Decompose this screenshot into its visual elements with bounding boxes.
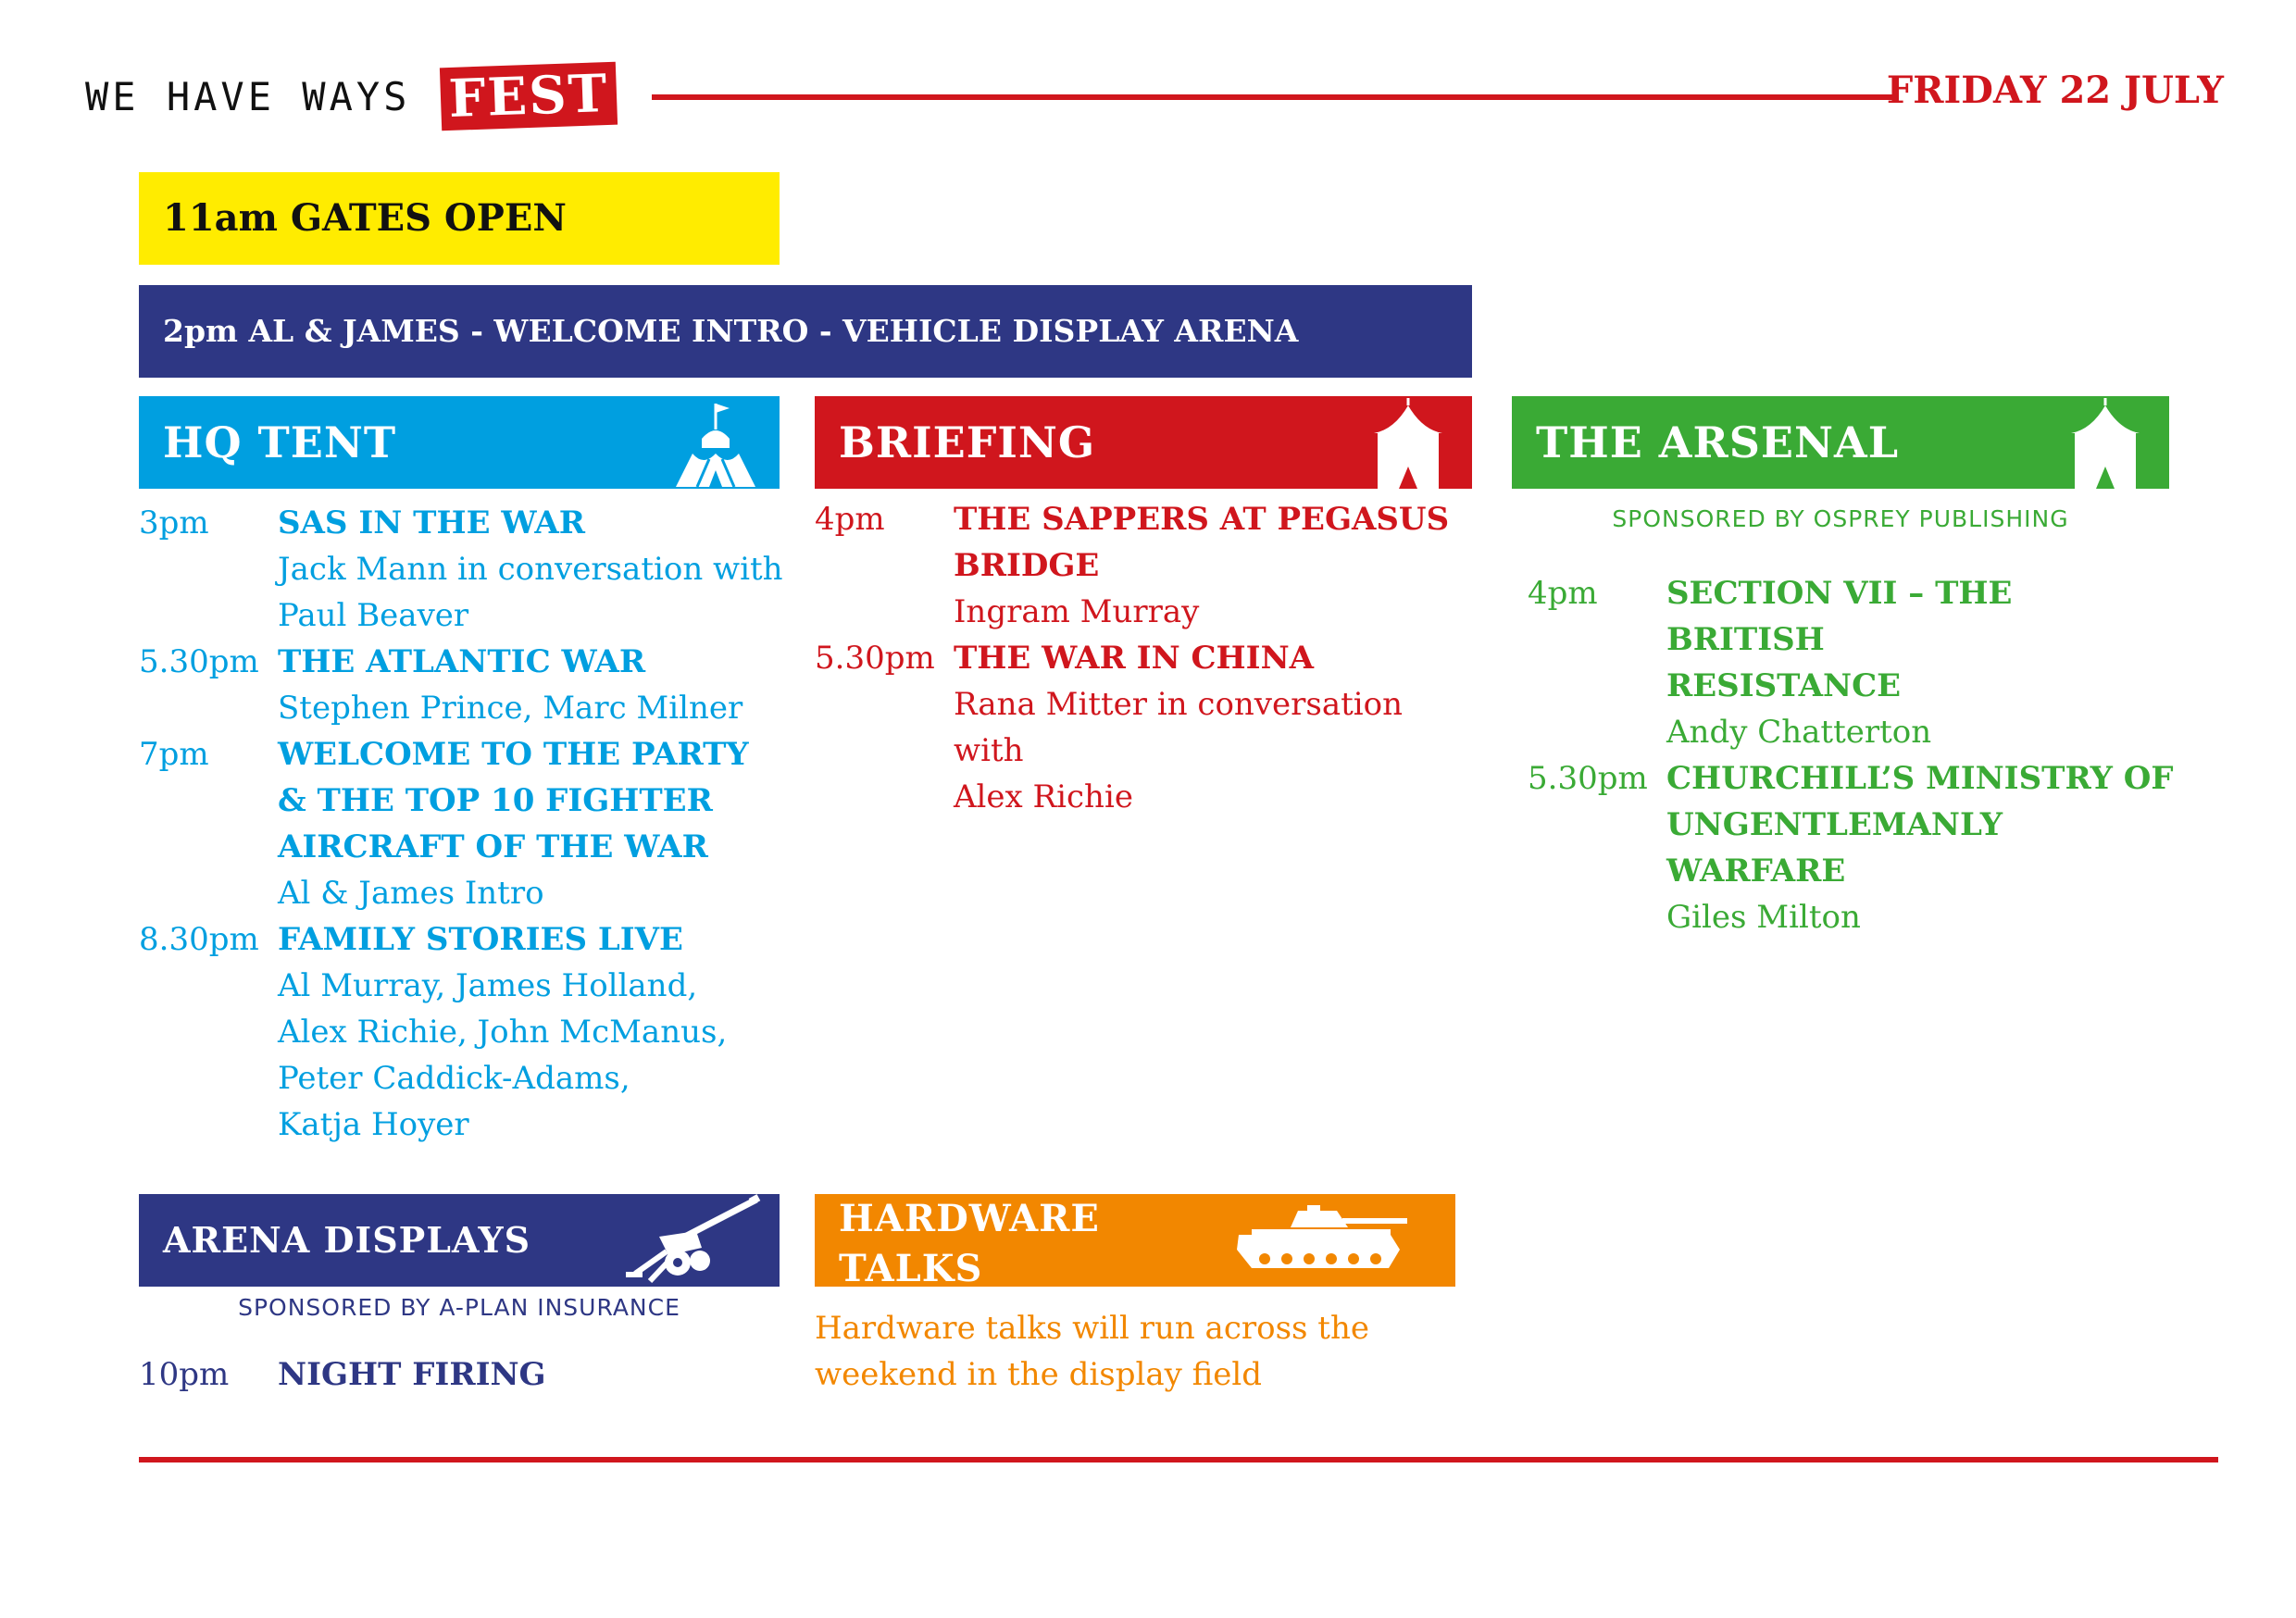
venue-name: HQ TENT bbox=[163, 417, 397, 467]
entry-title: THE WAR IN CHINA bbox=[954, 640, 1315, 677]
entry-title: CHURCHILL’S MINISTRY OF bbox=[1666, 760, 2174, 797]
schedule-entry bbox=[139, 639, 787, 731]
entry-time: 10pm bbox=[139, 1356, 230, 1393]
entry-speakers: Peter Caddick-Adams, bbox=[278, 1060, 630, 1097]
briefing-schedule bbox=[815, 496, 1472, 820]
venue-header-hq-tent bbox=[139, 396, 780, 489]
arsenal-sponsor: SPONSORED BY OSPREY PUBLISHING bbox=[1612, 505, 2069, 532]
note-line: Hardware talks will run across the bbox=[815, 1310, 1369, 1347]
entry-speakers: Alex Richie bbox=[954, 778, 1133, 815]
entry-time: 4pm bbox=[815, 501, 885, 538]
entry-speakers: Giles Milton bbox=[1666, 899, 1861, 936]
tent-icon bbox=[1357, 396, 1459, 489]
fest-logo-stamp: FEST bbox=[440, 62, 618, 131]
entry-title: NIGHT FIRING bbox=[278, 1356, 546, 1393]
entry-speakers: Rana Mitter in conversation with bbox=[954, 686, 1404, 769]
entry-time: 8.30pm bbox=[139, 921, 259, 958]
entry-speakers: Jack Mann in conversation with bbox=[278, 551, 783, 588]
venue-name: ARENA DISPLAYS bbox=[163, 1219, 531, 1261]
venue-name-line1: HARDWARE bbox=[839, 1197, 1100, 1240]
venue-name: BRIEFING bbox=[839, 417, 1096, 467]
entry-title: THE ATLANTIC WAR bbox=[278, 643, 646, 680]
welcome-intro-banner: 2pm AL & JAMES - WELCOME INTRO - VEHICLE DISPLAY ARENA bbox=[139, 285, 1472, 378]
circus-tent-icon bbox=[665, 396, 767, 489]
entry-time: 5.30pm bbox=[139, 643, 259, 680]
entry-speakers: Ingram Murray bbox=[954, 593, 1200, 630]
tent-icon bbox=[2054, 396, 2156, 489]
entry-time: 5.30pm bbox=[1528, 760, 1648, 797]
venue-header-arena-displays bbox=[139, 1194, 780, 1287]
entry-time: 3pm bbox=[139, 504, 209, 541]
schedule-entry bbox=[815, 635, 1472, 820]
arena-sponsor: SPONSORED BY A-PLAN INSURANCE bbox=[238, 1294, 680, 1321]
entry-speakers: Paul Beaver bbox=[278, 597, 469, 634]
entry-time: 7pm bbox=[139, 736, 209, 773]
entry-title: FAMILY STORIES LIVE bbox=[278, 921, 683, 958]
schedule-entry bbox=[1528, 570, 2176, 755]
hq-tent-schedule bbox=[139, 500, 787, 1148]
entry-speakers: Stephen Prince, Marc Milner bbox=[278, 690, 743, 727]
entry-time: 4pm bbox=[1528, 575, 1598, 612]
entry-title: SECTION VII – THE BRITISH bbox=[1666, 575, 2013, 658]
entry-title: & THE TOP 10 FIGHTER bbox=[278, 782, 713, 819]
brand-name: WE HAVE WAYS bbox=[85, 74, 411, 119]
schedule-entry bbox=[139, 500, 787, 639]
entry-title: UNGENTLEMANLY WARFARE bbox=[1666, 806, 2003, 890]
venue-header-hardware-talks bbox=[815, 1194, 1455, 1290]
entry-title: WELCOME TO THE PARTY bbox=[278, 736, 749, 773]
entry-time: 5.30pm bbox=[815, 640, 935, 677]
tank-icon bbox=[1233, 1201, 1409, 1279]
note-line: weekend in the display field bbox=[815, 1356, 1263, 1393]
entry-speakers: Alex Richie, John McManus, bbox=[278, 1014, 728, 1051]
venue-header-briefing bbox=[815, 396, 1472, 489]
entry-title: SAS IN THE WAR bbox=[278, 504, 585, 541]
venue-header-the-arsenal bbox=[1512, 396, 2169, 489]
schedule-entry bbox=[1528, 755, 2176, 940]
entry-title: THE SAPPERS AT PEGASUS bbox=[954, 501, 1450, 538]
schedule-entry bbox=[139, 731, 787, 916]
venue-name-line2: TALKS bbox=[839, 1247, 983, 1290]
entry-speakers: Al Murray, James Holland, bbox=[278, 967, 698, 1004]
event-date: FRIDAY 22 JULY bbox=[1886, 68, 2224, 112]
schedule-entry bbox=[139, 916, 787, 1148]
entry-title: BRIDGE bbox=[954, 547, 1100, 584]
arsenal-schedule bbox=[1528, 570, 2176, 940]
entry-speakers: Andy Chatterton bbox=[1666, 714, 1932, 751]
hardware-talks-note bbox=[815, 1305, 1463, 1398]
header-divider bbox=[652, 94, 1892, 100]
schedule-entry bbox=[815, 496, 1472, 635]
footer-divider bbox=[139, 1457, 2218, 1462]
entry-title: RESISTANCE bbox=[1666, 667, 1902, 704]
entry-speakers: Al & James Intro bbox=[278, 875, 544, 912]
entry-title: AIRCRAFT OF THE WAR bbox=[278, 828, 708, 865]
arena-schedule bbox=[139, 1351, 787, 1398]
schedule-entry bbox=[139, 1351, 787, 1398]
gates-open-banner: 11am GATES OPEN bbox=[139, 172, 780, 265]
artillery-gun-icon bbox=[622, 1194, 761, 1287]
venue-name: THE ARSENAL bbox=[1536, 417, 1900, 467]
entry-speakers: Katja Hoyer bbox=[278, 1106, 469, 1143]
